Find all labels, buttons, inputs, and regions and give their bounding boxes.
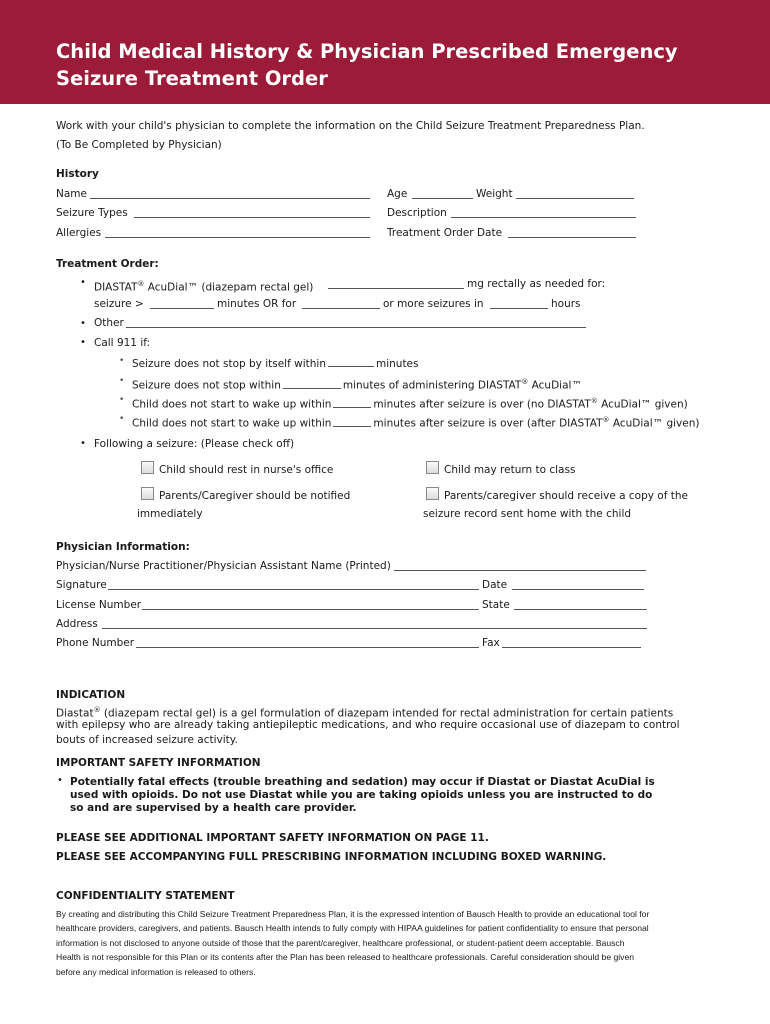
notify-parents-checkbox[interactable] (141, 487, 154, 500)
call-911-reason-4: Child does not start to wake up within minutes after seizure is over (after DIASTAT® AcuDial™ given) (132, 416, 700, 430)
call-911-reason-1: Seizure does not stop by itself within minutes (132, 355, 419, 371)
indication-text-line-1: Diastat® (diazepam rectal gel) is a gel formulation of diazepam intended for rectal administration for certain patients (56, 706, 674, 720)
seizure-hours-field[interactable] (490, 297, 548, 309)
confidentiality-heading: CONFIDENTIALITY STATEMENT (56, 890, 235, 902)
indication-heading: INDICATION (56, 689, 126, 701)
signature-label: Signature (56, 579, 107, 591)
bullet-icon: • (80, 277, 86, 288)
other-field[interactable] (126, 316, 586, 328)
hours-text: hours (551, 298, 581, 310)
mg-rectally-text: mg rectally as needed for: (467, 278, 606, 290)
safety-heading: IMPORTANT SAFETY INFORMATION (56, 757, 261, 769)
allergies-field[interactable] (105, 226, 370, 238)
rest-nurse-checkbox[interactable] (141, 461, 154, 474)
bullet-icon: • (80, 337, 86, 348)
address-label: Address (56, 618, 98, 630)
fax-field[interactable] (502, 636, 641, 648)
name-field[interactable] (90, 187, 370, 199)
sub-bullet-icon: • (119, 376, 125, 386)
sub-bullet-icon: • (119, 414, 125, 424)
license-number-field[interactable] (142, 598, 479, 610)
seizure-types-field[interactable] (134, 206, 370, 218)
minutes-or-for-text: minutes OR for (217, 298, 297, 310)
phone-number-field[interactable] (136, 636, 479, 648)
seizure-record-checkbox[interactable] (426, 487, 439, 500)
bullet-icon: • (80, 318, 86, 329)
phone-number-label: Phone Number (56, 637, 135, 649)
signature-field[interactable] (108, 578, 479, 590)
date-field[interactable] (512, 578, 644, 590)
treatment-order-date-field[interactable] (508, 226, 636, 238)
sub-bullet-icon: • (119, 395, 125, 405)
see-additional-safety: PLEASE SEE ADDITIONAL IMPORTANT SAFETY INFORMATION ON PAGE 11. (56, 832, 489, 844)
see-prescribing-info: PLEASE SEE ACCOMPANYING FULL PRESCRIBING INFORMATION INCLUDING BOXED WARNING. (56, 851, 607, 863)
address-field[interactable] (102, 617, 647, 629)
other-label: Other (94, 317, 124, 329)
call-911-label: Call 911 if: (94, 337, 151, 349)
description-label: Description (387, 207, 447, 219)
seizure-types-label: Seizure Types (56, 207, 128, 219)
rest-nurse-label: Child should rest in nurse's office (159, 464, 334, 476)
diastat-dose-label: DIASTAT® AcuDial™ (diazepam rectal gel) (94, 280, 314, 294)
bullet-icon: • (80, 438, 86, 449)
safety-warning-line-1: Potentially fatal effects (trouble breathing and sedation) may occur if Diastat or Diastat AcuDial is (70, 776, 655, 788)
safety-warning-line-2: used with opioids. Do not use Diastat while you are taking opioids unless you are instructed to do (70, 789, 653, 801)
age-label: Age (387, 188, 408, 200)
license-number-label: License Number (56, 599, 142, 611)
or-more-text: or more seizures in (383, 298, 484, 310)
state-label: State (482, 599, 510, 611)
intro-note: (To Be Completed by Physician) (56, 139, 222, 151)
indication-text-line-3: bouts of increased seizure activity. (56, 734, 238, 746)
seizure-gt-label: seizure > (94, 298, 144, 310)
return-class-checkbox[interactable] (426, 461, 439, 474)
history-heading: History (56, 168, 99, 180)
indication-text-line-2: with epilepsy who are already taking antiepileptic medications, and who require occasional use of diazepam to control (56, 719, 680, 731)
weight-label: Weight (476, 188, 513, 200)
title-banner (0, 0, 770, 104)
dose-mg-field[interactable] (328, 277, 464, 289)
notify-parents-label: Parents/Caregiver should be notified (159, 490, 351, 502)
bullet-icon: • (57, 775, 63, 786)
call-911-reason-2: Seizure does not stop within minutes of administering DIASTAT® AcuDial™ (132, 378, 582, 392)
confidentiality-statement: By creating and distributing this Child Seizure Treatment Preparedness Plan, it is the expressed intention of Bausch Health to provide an educational tool for healthcare providers, caregivers, and patients. Bausch Health intends to fully comply with HIPAA guidelines for patient confidentiality to ensure that personal information is not disclosed to anyone outside of those that the parent/caregiver, healthcare professional, or student-patient deem acceptable. Bausch Health is not responsible for this Plan or its contents after the Plan has been released to healthcare professionals. Careful consideration should be given before any medical information is released to others. (56, 909, 650, 977)
treatment-order-date-label: Treatment Order Date (387, 227, 503, 239)
notify-parents-label-cont: immediately (137, 508, 203, 520)
weight-field[interactable] (516, 187, 634, 199)
safety-warning-line-3: so and are supervised by a health care provider. (70, 802, 357, 814)
page-title: Child Medical History & Physician Prescribed Emergency Seizure Treatment Order (56, 40, 678, 90)
seizure-record-label: Parents/caregiver should receive a copy of the (444, 490, 688, 502)
fax-label: Fax (482, 637, 500, 649)
name-label: Name (56, 188, 87, 200)
treatment-order-heading: Treatment Order: (56, 258, 159, 270)
seizure-count-field[interactable] (302, 297, 380, 309)
physician-name-field[interactable] (394, 559, 646, 571)
description-field[interactable] (451, 206, 636, 218)
return-class-label: Child may return to class (444, 464, 576, 476)
state-field[interactable] (514, 598, 647, 610)
call-911-reason-3: Child does not start to wake up within minutes after seizure is over (no DIASTAT® AcuDial™ given) (132, 397, 688, 411)
physician-info-heading: Physician Information: (56, 541, 190, 553)
age-field[interactable] (412, 187, 473, 199)
physician-name-label: Physician/Nurse Practitioner/Physician Assistant Name (Printed) (56, 560, 391, 572)
following-seizure-label: Following a seizure: (Please check off) (94, 438, 295, 450)
allergies-label: Allergies (56, 227, 102, 239)
seizure-minutes-field[interactable] (150, 297, 214, 309)
sub-bullet-icon: • (119, 356, 125, 366)
intro-text: Work with your child's physician to complete the information on the Child Seizure Treatment Preparedness Plan. (56, 120, 645, 132)
seizure-record-label-cont: seizure record sent home with the child (423, 508, 632, 520)
date-label: Date (482, 579, 508, 591)
